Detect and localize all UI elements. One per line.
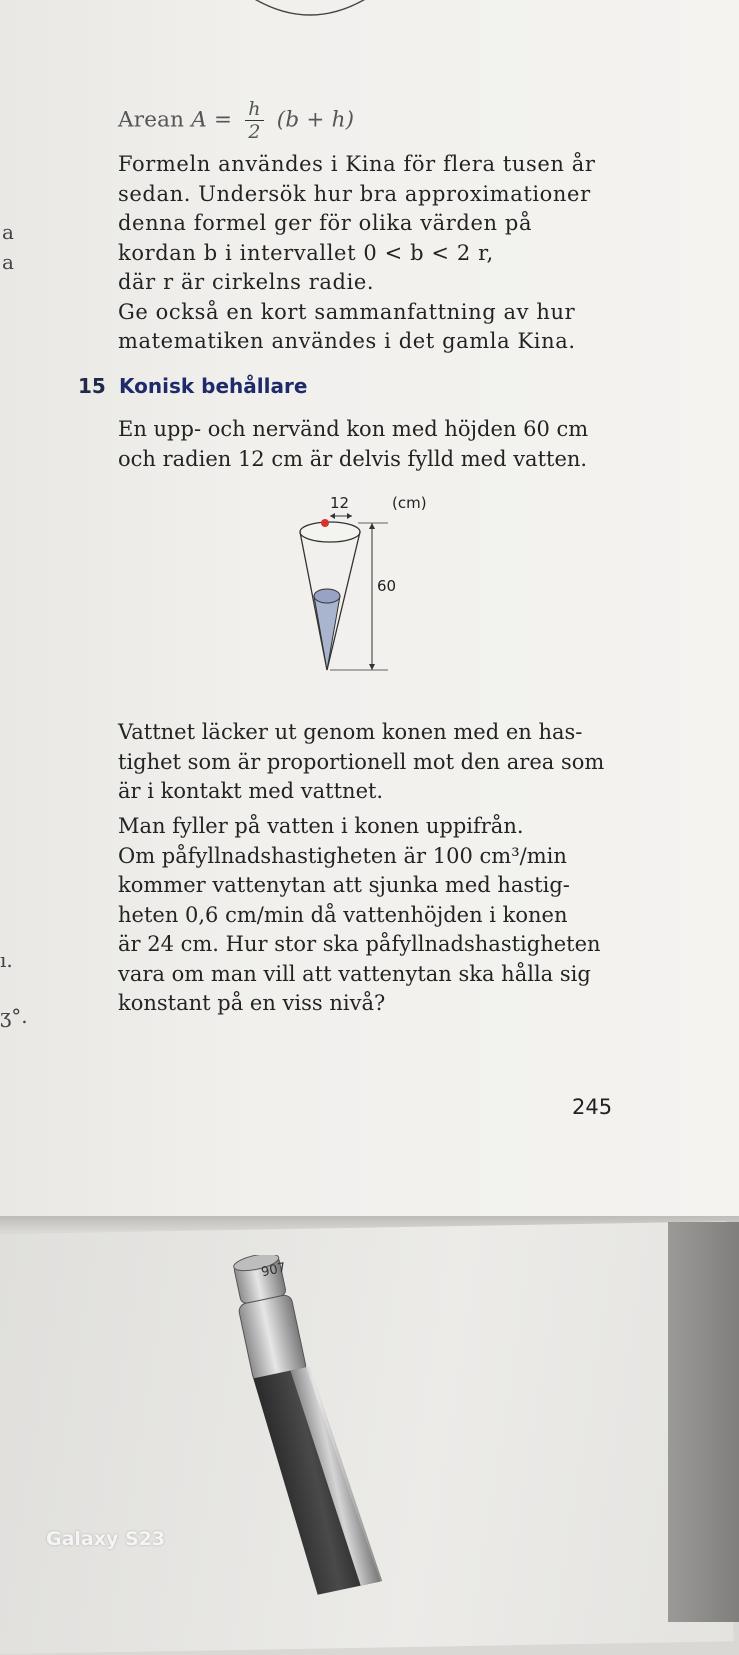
- table-edge: [668, 1222, 739, 1622]
- radius-label: 12: [330, 494, 350, 512]
- intro-paragraph: Formeln användes i Kina för flera tusen år sedan. Undersök hur bra approximationer denna formel ger för olika värden på kordan b i intervallet 0 < b < 2 r, där r är cirkelns radie. Ge också en kort sammanfattning av hur matematiken användes i det gamla Kina.: [118, 152, 596, 353]
- problem-number: 15: [78, 374, 106, 398]
- fraction: $\frac{h}{2}$: [245, 98, 263, 143]
- margin-letter-4: ʒ°.: [0, 1004, 28, 1028]
- apex-dot: [321, 519, 329, 527]
- cone-figure: [280, 488, 460, 688]
- unit-label: (cm): [392, 494, 427, 512]
- area-formula: Arean A = $\frac{h}{2}$ (b + h): [118, 98, 355, 143]
- setup-paragraph: En upp- och nervänd kon med höjden 60 cm och radien 12 cm är delvis fylld med vatten.: [118, 417, 589, 471]
- margin-letter-3: ı.: [0, 948, 13, 972]
- water-surface: [314, 589, 340, 603]
- pen: [200, 1255, 440, 1600]
- page-number: 245: [572, 1095, 613, 1119]
- problem-title: Konisk behållare: [119, 374, 308, 398]
- margin-letter-2: a: [2, 250, 14, 274]
- margin-letter-1: a: [2, 220, 14, 244]
- height-label: 60: [377, 577, 397, 595]
- camera-watermark: Galaxy S23: [46, 1528, 166, 1550]
- leak-paragraph: Vattnet läcker ut genom konen med en has- tighet som är proportionell mot den area som är i kontakt med vattnet.: [118, 720, 605, 803]
- pen-band-text: 907: [259, 1260, 288, 1281]
- circle-figure: [150, 0, 470, 80]
- question-paragraph: Man fyller på vatten i konen uppifrån. Om påfyllnadshastigheten är 100 cm³/min kommer vattenytan att sjunka med hastig- heten 0,6 cm/min då vattenhöjden i konen är 24 cm. Hur stor ska påfyllnadshastigheten vara om man vill att vattenytan ska hålla sig konstant på en viss nivå?: [118, 814, 601, 1015]
